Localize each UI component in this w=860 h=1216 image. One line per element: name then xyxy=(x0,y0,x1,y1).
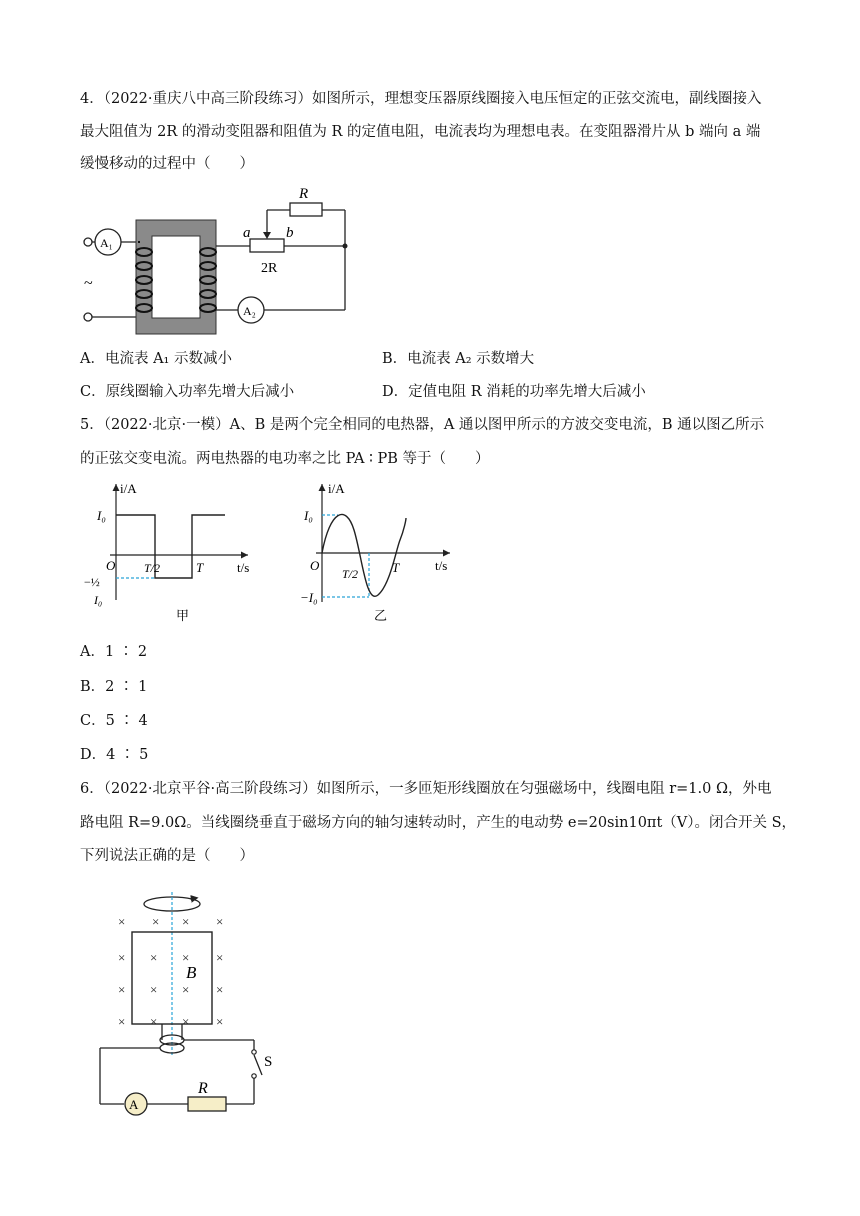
square-wave-graph xyxy=(80,480,260,630)
field-cross: × xyxy=(118,982,126,997)
q4-option-d[interactable]: D．定值电阻 R 消耗的功率先增大后减小 xyxy=(382,384,646,400)
jia-half-period: T/2 xyxy=(144,561,161,575)
q6-text-line3: 下列说法正确的是（ ） xyxy=(80,848,254,864)
q4-text-line1: 4．（2022·重庆八中高三阶段练习）如图所示，理想变压器原线圈接入电压恒定的正弦交流电，副线圈接入 xyxy=(80,91,762,107)
field-cross: × xyxy=(118,1014,126,1029)
q6-text-line2: 路电阻 R=9.0Ω。当线圈绕垂直于磁场方向的轴匀速转动时，产生的电动势 e=20sin10πt（V）。闭合开关 S， xyxy=(80,815,797,831)
field-cross: × xyxy=(118,950,126,965)
jia-neg-half: −½ xyxy=(84,575,100,589)
label-r: R xyxy=(299,186,309,202)
field-cross: × xyxy=(216,914,224,929)
jia-ylabel: i/A xyxy=(120,481,137,496)
q4-text-line2: 最大阻值为 2R 的滑动变阻器和阻值为 R 的定值电阻，电流表均为理想电表。在变阻器滑片从 b 端向 a 端 xyxy=(80,124,761,140)
q4-text-line3: 缓慢移动的过程中（ ） xyxy=(80,156,254,172)
field-cross: × xyxy=(150,1014,158,1029)
q5-option-a[interactable]: A．1 ∶ 2 xyxy=(80,644,148,660)
jia-period: T xyxy=(196,560,204,575)
ammeter-a1-label: A₁ xyxy=(100,236,113,250)
jia-neg-i0: I₀ xyxy=(94,593,103,607)
q4-transformer-circuit xyxy=(80,182,360,342)
field-cross: × xyxy=(182,950,190,965)
q4-option-c[interactable]: C．原线圈输入功率先增大后减小 xyxy=(80,384,295,400)
yi-neg-i0: −I₀ xyxy=(300,590,318,605)
sine-wave-graph xyxy=(300,480,460,630)
rheostat-2r xyxy=(250,239,284,252)
yi-half-period: T/2 xyxy=(342,567,359,581)
field-cross: × xyxy=(182,914,190,929)
yi-xlabel: t/s xyxy=(435,558,448,573)
yi-ylabel: i/A xyxy=(328,481,345,496)
field-cross: × xyxy=(182,1014,190,1029)
field-cross: × xyxy=(216,982,224,997)
rotating-coil-circuit xyxy=(90,890,290,1120)
jia-xlabel: t/s xyxy=(237,560,250,575)
field-cross: × xyxy=(152,914,160,929)
jia-origin: O xyxy=(106,558,116,573)
yi-period: T xyxy=(392,560,400,575)
label-2r: 2R xyxy=(261,261,278,276)
q5-text-line2: 的正弦交变电流。两电热器的电功率之比 PA ∶ PB 等于（ ） xyxy=(80,451,490,467)
square-wave-trace xyxy=(116,515,225,578)
label-b: b xyxy=(286,225,294,241)
field-cross: × xyxy=(216,1014,224,1029)
fixed-resistor-r xyxy=(290,203,322,216)
q5-text-line1: 5．（2022·北京·一模）A、B 是两个完全相同的电热器，A 通以图甲所示的方波交变电流，B 通以图乙所示 xyxy=(80,417,765,433)
jia-i0: I₀ xyxy=(97,508,106,523)
q4-option-a[interactable]: A．电流表 A₁ 示数减小 xyxy=(80,351,232,367)
field-cross: × xyxy=(150,982,158,997)
field-cross: × xyxy=(216,950,224,965)
ac-source-symbol: ~ xyxy=(84,275,93,292)
yi-caption: 乙 xyxy=(374,608,388,623)
field-cross: × xyxy=(182,982,190,997)
label-a: a xyxy=(243,225,251,241)
q5-option-c[interactable]: C．5 ∶ 4 xyxy=(80,713,148,729)
switch-label: S xyxy=(264,1054,273,1070)
yi-i0: I₀ xyxy=(304,508,313,523)
q5-option-b[interactable]: B．2 ∶ 1 xyxy=(80,679,148,695)
resistor-label: R xyxy=(198,1080,208,1097)
ammeter-a2-label: A₂ xyxy=(243,304,256,318)
q6-text-line1: 6．（2022·北京平谷·高三阶段练习）如图所示，一多匝矩形线圈放在匀强磁场中，线圈电阻 r=1.0 Ω，外电 xyxy=(80,781,772,797)
field-cross: × xyxy=(118,914,126,929)
switch-s xyxy=(254,1055,262,1075)
jia-caption: 甲 xyxy=(176,608,190,623)
yi-origin: O xyxy=(310,558,320,573)
field-label-b: B xyxy=(186,963,197,982)
field-cross: × xyxy=(150,950,158,965)
ammeter-label: A xyxy=(129,1097,139,1112)
rheostat-slider xyxy=(263,232,271,239)
sine-wave-trace xyxy=(322,514,406,596)
external-resistor xyxy=(188,1097,226,1111)
q5-option-d[interactable]: D．4 ∶ 5 xyxy=(80,747,149,763)
q4-option-b[interactable]: B．电流表 A₂ 示数增大 xyxy=(382,351,535,367)
